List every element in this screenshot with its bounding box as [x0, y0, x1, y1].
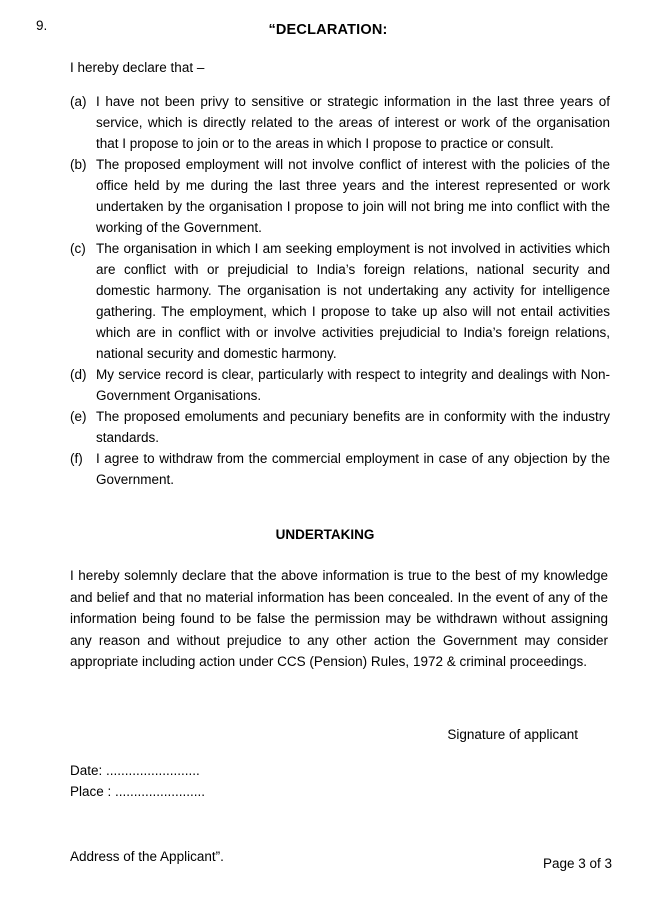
- declaration-intro: I hereby declare that –: [70, 60, 205, 75]
- undertaking-body: I hereby solemnly declare that the above information is true to the best of my knowledge and belief and that no material information has been concealed. In the event of any of the information being found to be false the permission may be withdrawn without assigning any reason and without prejudice to any other action the Government may consider appropriate including action under CCS (Pension) Rules, 1972 & criminal proceedings.: [70, 568, 608, 669]
- clause-text: I agree to withdraw from the commercial employment in case of any objection by the Government.: [96, 451, 610, 487]
- clause-text: My service record is clear, particularly with respect to integrity and dealings with Non-Government Organisations.: [96, 367, 610, 403]
- address-label: Address of the Applicant”.: [70, 848, 224, 864]
- list-item: [70, 238, 612, 364]
- undertaking-heading: UNDERTAKING: [275, 527, 375, 542]
- page-title: “DECLARATION:: [268, 22, 388, 38]
- clause-label: (b): [70, 157, 87, 172]
- declaration-clause-list: [70, 91, 612, 490]
- clause-text: The proposed employment will not involve conflict of interest with the policies of the office held by me during the last three years and the interest represented or work undertaken by the organisation I propose to join will not bring me into conflict with the working of the Government.: [96, 157, 610, 235]
- date-field: Date: .........................: [70, 762, 200, 778]
- list-item: [70, 406, 612, 448]
- list-item: [70, 364, 612, 406]
- page-footer: Page 3 of 3: [542, 856, 612, 871]
- clause-label: (f): [70, 451, 83, 466]
- date-place-block: [70, 760, 612, 802]
- clause-label: (d): [70, 367, 87, 382]
- clause-label: (a): [70, 94, 87, 109]
- clause-text: I have not been privy to sensitive or strategic information in the last three years of service, which is directly related to the areas of interest or work of the organisation that I propose to join or to the areas in which I propose to practice or consult.: [96, 94, 610, 151]
- item-number: 9.: [36, 18, 48, 33]
- clause-label: (e): [70, 409, 87, 424]
- signature-label: Signature of applicant: [447, 726, 578, 742]
- clause-text: The organisation in which I am seeking employment is not involved in activities which are conflict with or prejudicial to India’s foreign relations, national security and domestic harmony. The organisation is not undertaking any activity for intelligence gathering. The employment, which I propose to take up also will not entail activities which are in conflict with or involve activities prejudicial to India’s foreign relations, national security and domestic harmony.: [96, 241, 610, 361]
- place-field: Place : ........................: [70, 783, 206, 799]
- clause-text: The proposed emoluments and pecuniary benefits are in conformity with the industry standards.: [96, 409, 610, 445]
- list-item: [70, 154, 612, 238]
- list-item: [70, 91, 612, 154]
- clause-label: (c): [70, 241, 86, 256]
- list-item: [70, 448, 612, 490]
